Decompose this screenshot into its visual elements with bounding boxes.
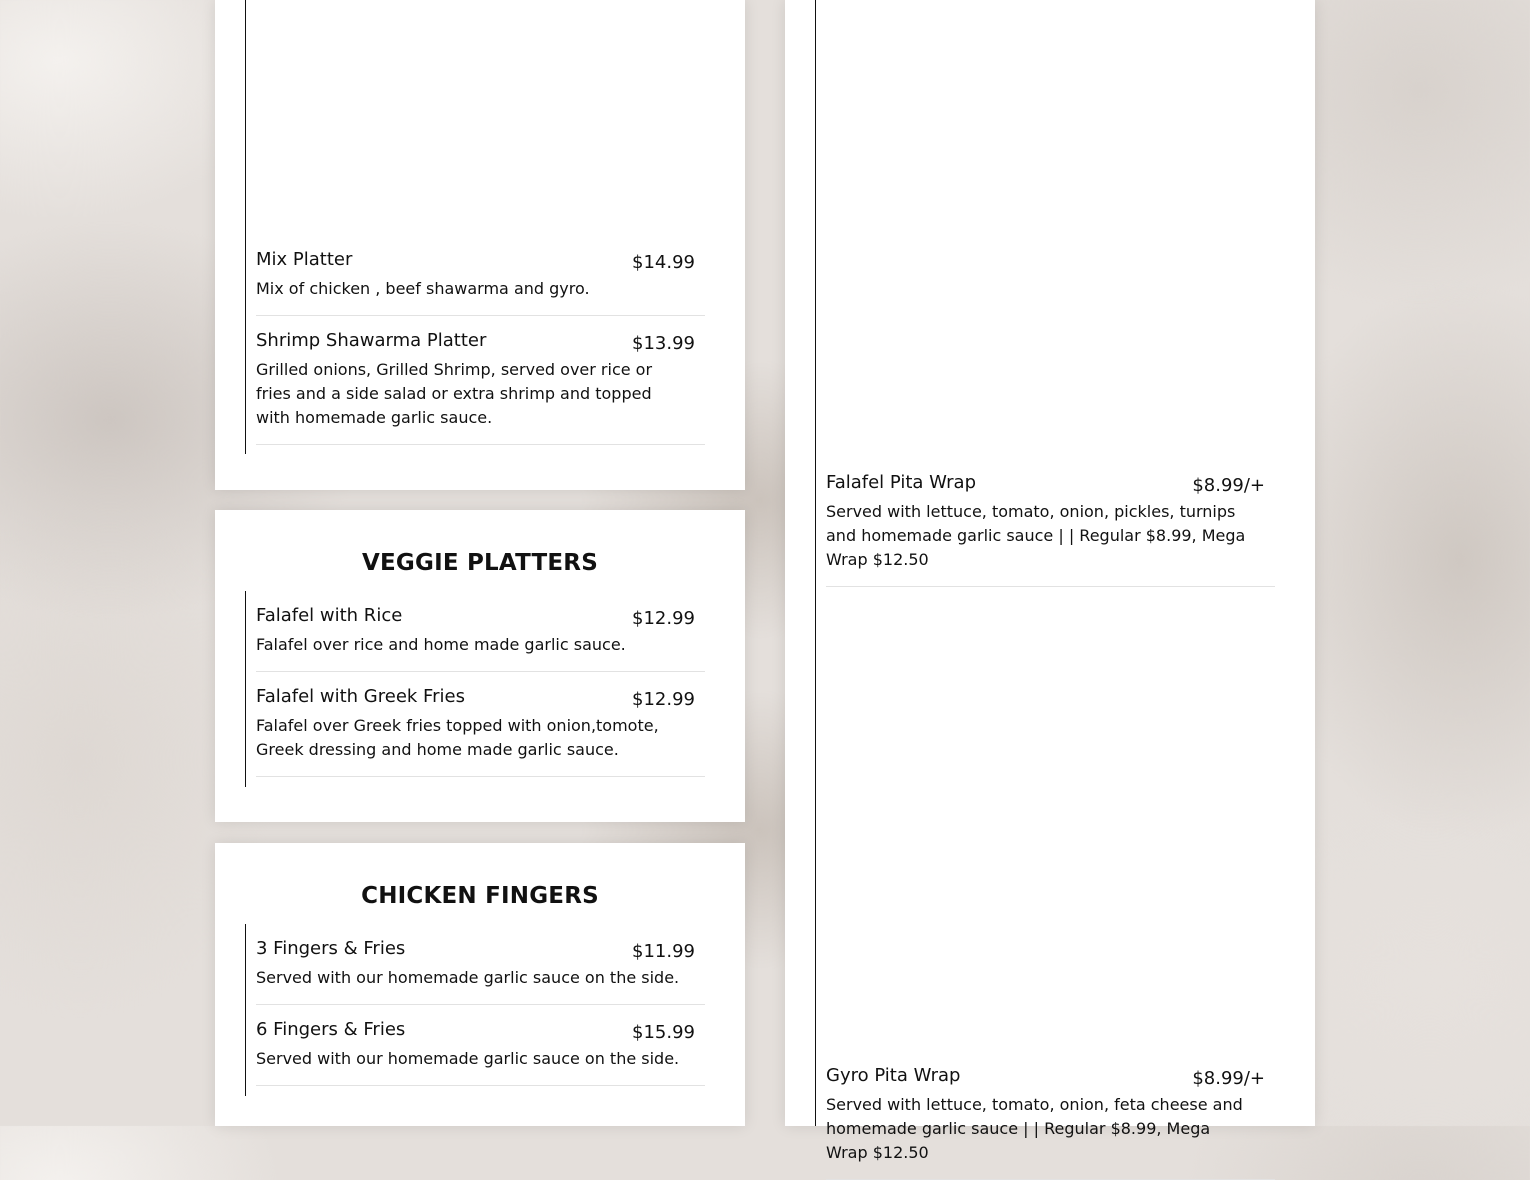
section-title: CHICKEN FINGERS: [361, 883, 599, 909]
item-description: Falafel over rice and home made garlic sauce.: [256, 635, 626, 654]
item-description: Grilled onions, Grilled Shrimp, served over rice or fries and a side salad or extra shrimp and topped with homemade garlic sauce.: [256, 360, 653, 427]
menu-item[interactable]: [826, 1065, 1275, 1180]
section-title: VEGGIE PLATTERS: [362, 550, 598, 576]
menu-item[interactable]: [256, 938, 705, 1005]
menu-item[interactable]: [256, 686, 705, 777]
item-name: Gyro Pita Wrap: [826, 1065, 961, 1086]
menu-item[interactable]: [256, 249, 705, 316]
item-price: $8.99/+: [1192, 1068, 1265, 1089]
menu-item[interactable]: [826, 472, 1275, 587]
item-name: Falafel with Greek Fries: [256, 686, 465, 707]
item-name: Shrimp Shawarma Platter: [256, 330, 487, 351]
item-description: Served with lettuce, tomato, onion, pickles, turnips and homemade garlic sauce | | Regular $8.99, Mega Wrap $12.50: [826, 502, 1246, 569]
item-price: $11.99: [632, 941, 695, 962]
veggie-platters-card: [215, 510, 745, 822]
wraps-list: [815, 0, 1276, 1162]
veggie-platters-list: [245, 591, 706, 787]
item-name: 6 Fingers & Fries: [256, 1019, 406, 1040]
chicken-fingers-list: [245, 924, 706, 1096]
item-name: 3 Fingers & Fries: [256, 938, 406, 959]
item-price: $12.99: [632, 689, 695, 710]
platters-list: [245, 0, 706, 454]
item-description: Served with lettuce, tomato, onion, feta cheese and homemade garlic sauce | | Regular $8.99, Mega Wrap $12.50: [826, 1095, 1243, 1162]
item-price: $12.99: [632, 608, 695, 629]
item-price: $15.99: [632, 1022, 695, 1043]
item-name: Falafel with Rice: [256, 605, 403, 626]
item-name: Mix Platter: [256, 249, 353, 270]
item-description: Mix of chicken , beef shawarma and gyro.: [256, 279, 590, 298]
item-description: Served with our homemade garlic sauce on the side.: [256, 1049, 680, 1068]
item-name: Falafel Pita Wrap: [826, 472, 977, 493]
item-description: Falafel over Greek fries topped with onion,tomote, Greek dressing and home made garlic sauce.: [256, 716, 659, 759]
menu-item[interactable]: [256, 605, 705, 672]
item-price: $13.99: [632, 333, 695, 354]
menu-item[interactable]: [256, 1019, 705, 1086]
platters-card: [215, 0, 745, 490]
item-description: Served with our homemade garlic sauce on the side.: [256, 968, 680, 987]
menu-item[interactable]: [256, 330, 705, 445]
item-price: $8.99/+: [1192, 475, 1265, 496]
wraps-card: [785, 0, 1315, 1162]
item-price: $14.99: [632, 252, 695, 273]
chicken-fingers-card: [215, 843, 745, 1126]
